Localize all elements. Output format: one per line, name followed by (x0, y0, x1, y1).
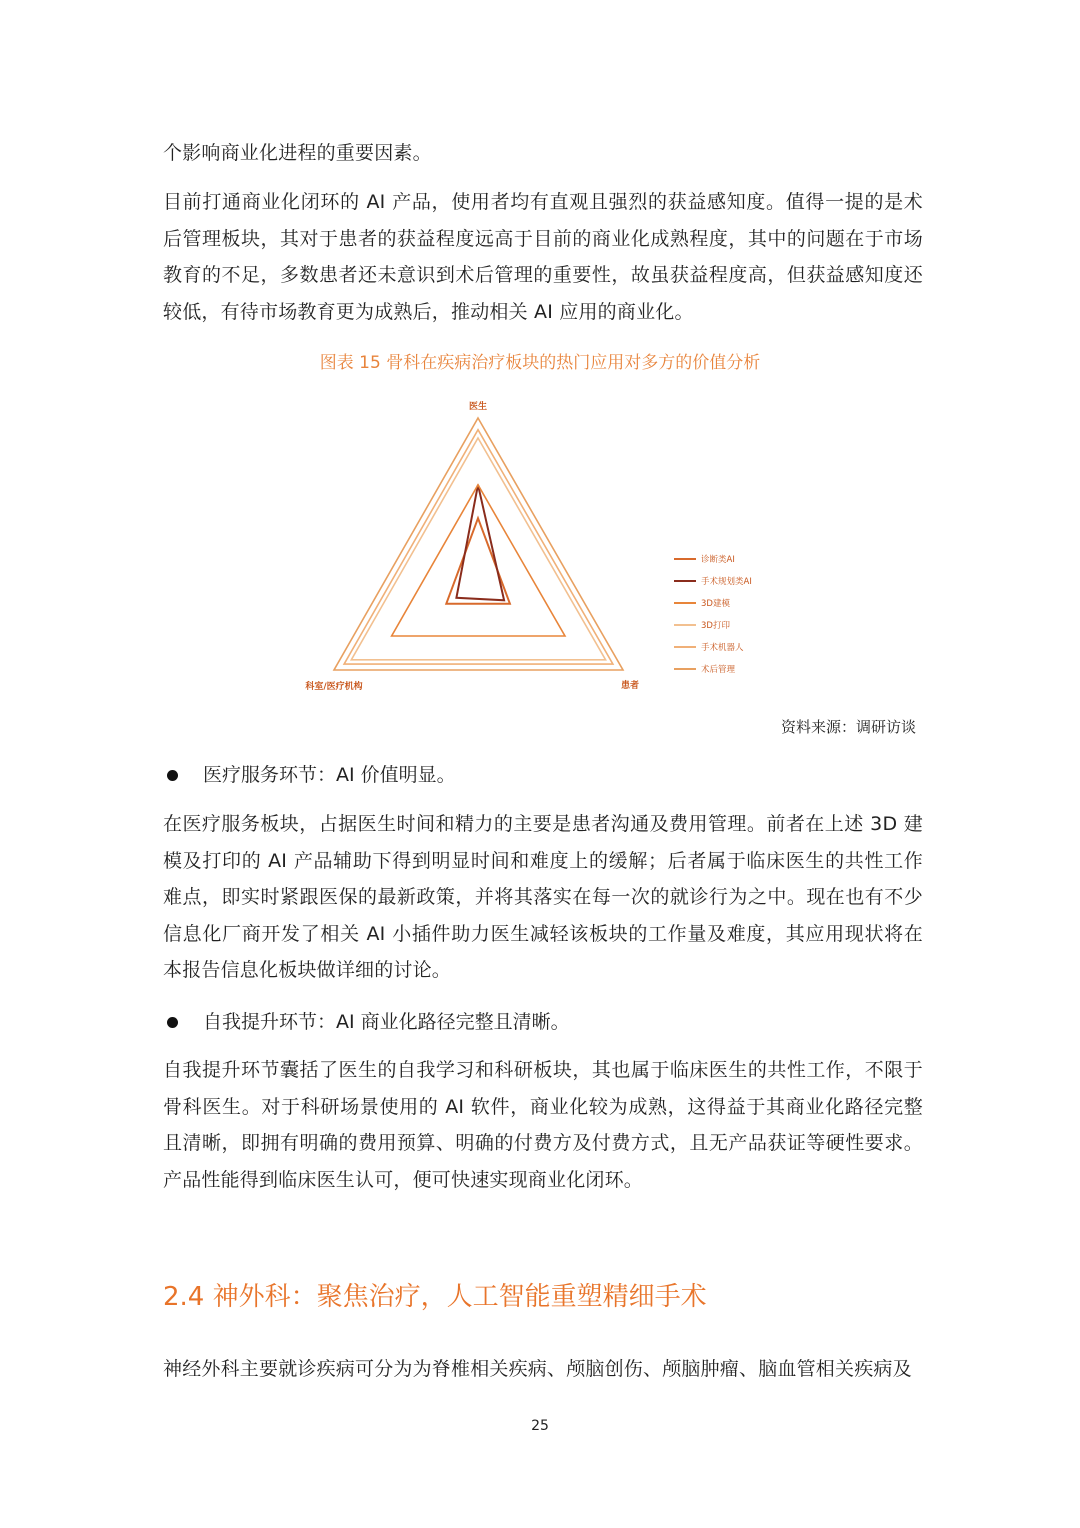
bullet-dot-icon (167, 770, 178, 781)
paragraph-2: 目前打通商业化闭环的 AI 产品，使用者均有直观且强烈的获益感知度。值得一提的是术后管理板块，其对于患者的获益程度远高于目前的商业化成熟程度，其中的问题在于市场教育的不足，多数患者还未意识到术后管理的重要性，故虽获益程度高，但获益感知度还较低，有待市场教育更为成熟后，推动相关 AI 应用的商业化。 (163, 191, 923, 323)
axis-label-patient: 患者 (620, 681, 640, 691)
section-heading: 2.4 神外科：聚焦治疗，人工智能重塑精细手术 (163, 1282, 707, 1312)
chart-legend (674, 554, 752, 675)
paragraph-1: 个影响商业化进程的重要因素。 (163, 142, 432, 164)
legend-label: 诊断类AI (701, 555, 735, 565)
radar-series-4 (351, 438, 605, 660)
axis-label-doctor: 医生 (468, 402, 488, 412)
paragraph-4: 自我提升环节囊括了医生的自我学习和科研板块，其也属于临床医生的共性工作，不限于骨科医生。对于科研场景使用的 AI 软件，商业化较为成熟，这得益于其商业化路径完整且清晰，即拥有明确的费用预算、明确的付费方及付费方式，且无产品获证等硬性要求。产品性能得到临床医生认可，便可快速实现商业化闭环。 (163, 1059, 923, 1191)
radar-chart (290, 390, 770, 700)
legend-label: 3D建模 (701, 599, 730, 609)
page-number: 25 (531, 1418, 549, 1434)
paragraph-5: 神经外科主要就诊疾病可分为为脊椎相关疾病、颅脑创伤、颅脑肿瘤、脑血管相关疾病及 (163, 1358, 912, 1380)
axis-label-institution: 科室/医疗机构 (305, 682, 363, 692)
legend-label: 手术机器人 (701, 643, 744, 653)
bullet-text: 医疗服务环节：AI 价值明显。 (203, 764, 456, 786)
figure-caption: 图表 15 骨科在疾病治疗板块的热门应用对多方的价值分析 (319, 353, 761, 373)
figure-source: 资料来源：调研访谈 (780, 718, 916, 736)
legend-label: 手术规划类AI (701, 577, 752, 587)
radar-series-3 (392, 485, 565, 636)
bullet-text: 自我提升环节：AI 商业化路径完整且清晰。 (203, 1011, 570, 1033)
paragraph-3: 在医疗服务板块，占据医生时间和精力的主要是患者沟通及费用管理。前者在上述 3D 建模及打印的 AI 产品辅助下得到明显时间和难度上的缓解；后者属于临床医生的共性工作难点，即实时紧跟医保的最新政策，并将其落实在每一次的就诊行为之中。现在也有不少信息化厂商开发了相关 AI 小插件助力医生减轻该板块的工作量及难度，其应用现状将在本报告信息化板块做详细的讨论。 (163, 813, 923, 981)
legend-label: 术后管理 (701, 665, 736, 675)
radar-series-1 (446, 518, 510, 604)
bullet-dot-icon (167, 1017, 178, 1028)
radar-series-6 (334, 418, 623, 670)
radar-series-5 (344, 430, 613, 664)
radar-series-2 (456, 485, 504, 601)
legend-label: 3D打印 (701, 621, 730, 631)
